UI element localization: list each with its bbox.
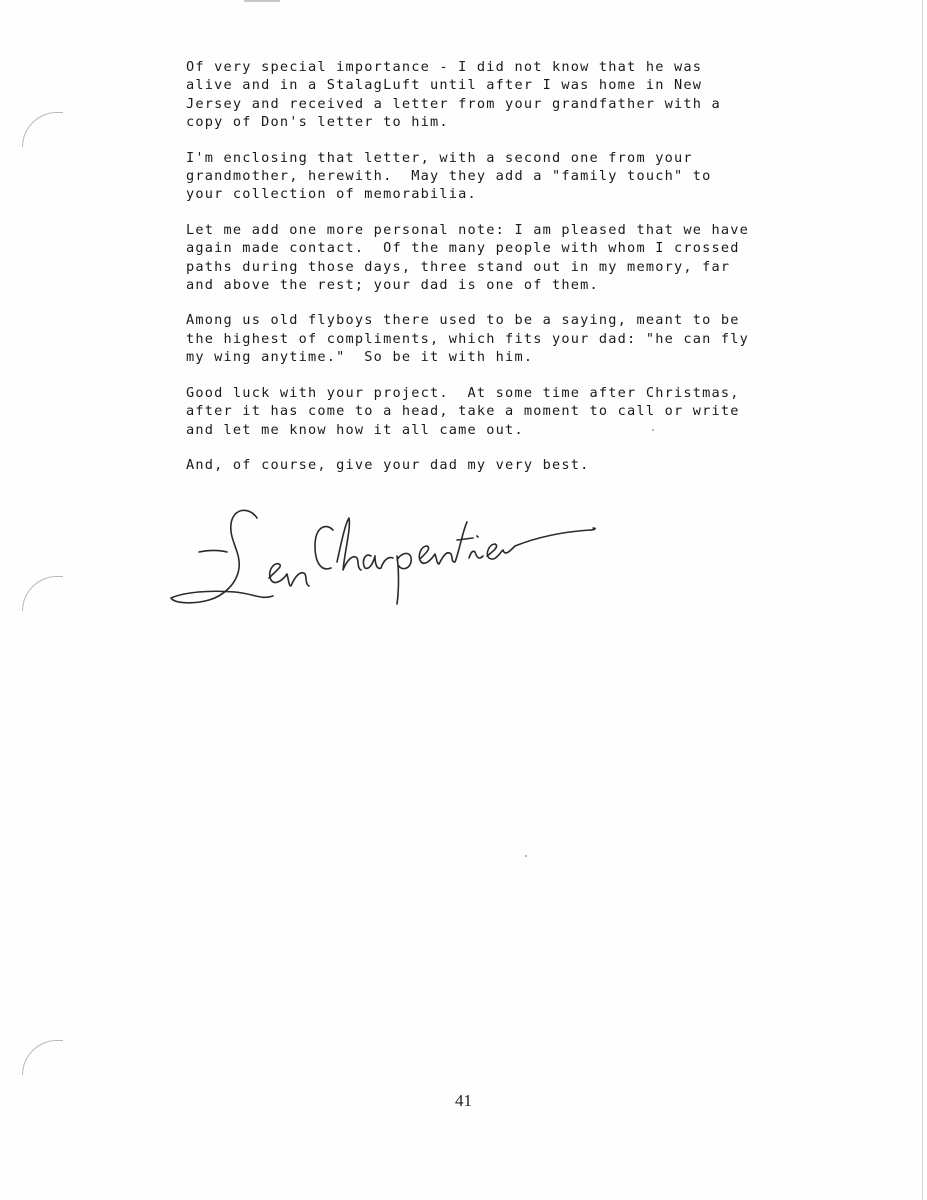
- binder-hole-mark-bottom: [22, 1040, 63, 1075]
- letter-body: [186, 58, 856, 491]
- paragraph-importance: Of very special importance - I did not know that he was alive and in a StalagLuft until after I was home in New Jersey and received a letter from your grandfather with a copy of Don's letter to him.: [186, 59, 721, 131]
- paragraph-flyboys-saying: Among us old flyboys there used to be a saying, meant to be the highest of compliments, which fits your dad: "he can fly my wing anytime." So be it with him.: [186, 312, 750, 366]
- paragraph-personal-note: Let me add one more personal note: I am pleased that we have again made contact. Of the many people with whom I crossed paths during those days, three stand out in my memory, far and above the rest; your dad is one of them.: [186, 221, 750, 294]
- binder-hole-mark-top: [22, 112, 63, 147]
- paragraph-closing: And, of course, give your dad my very best.: [186, 456, 590, 473]
- handwritten-signature: [165, 500, 605, 620]
- paragraph-good-luck: Good luck with your project. At some time after Christmas, after it has come to a head, take a moment to call or write and let me know how it all came out.: [186, 384, 740, 438]
- stray-mark: [652, 429, 654, 431]
- scan-mark: [244, 0, 280, 2]
- page-edge: [922, 0, 923, 1200]
- binder-hole-mark-middle: [22, 576, 63, 611]
- page-number: 41: [455, 1091, 472, 1110]
- paragraph-enclosure: I'm enclosing that letter, with a second one from your grandmother, herewith. May they add a "family touch" to your collection of memorabilia.: [186, 149, 712, 203]
- stray-mark: [525, 855, 527, 857]
